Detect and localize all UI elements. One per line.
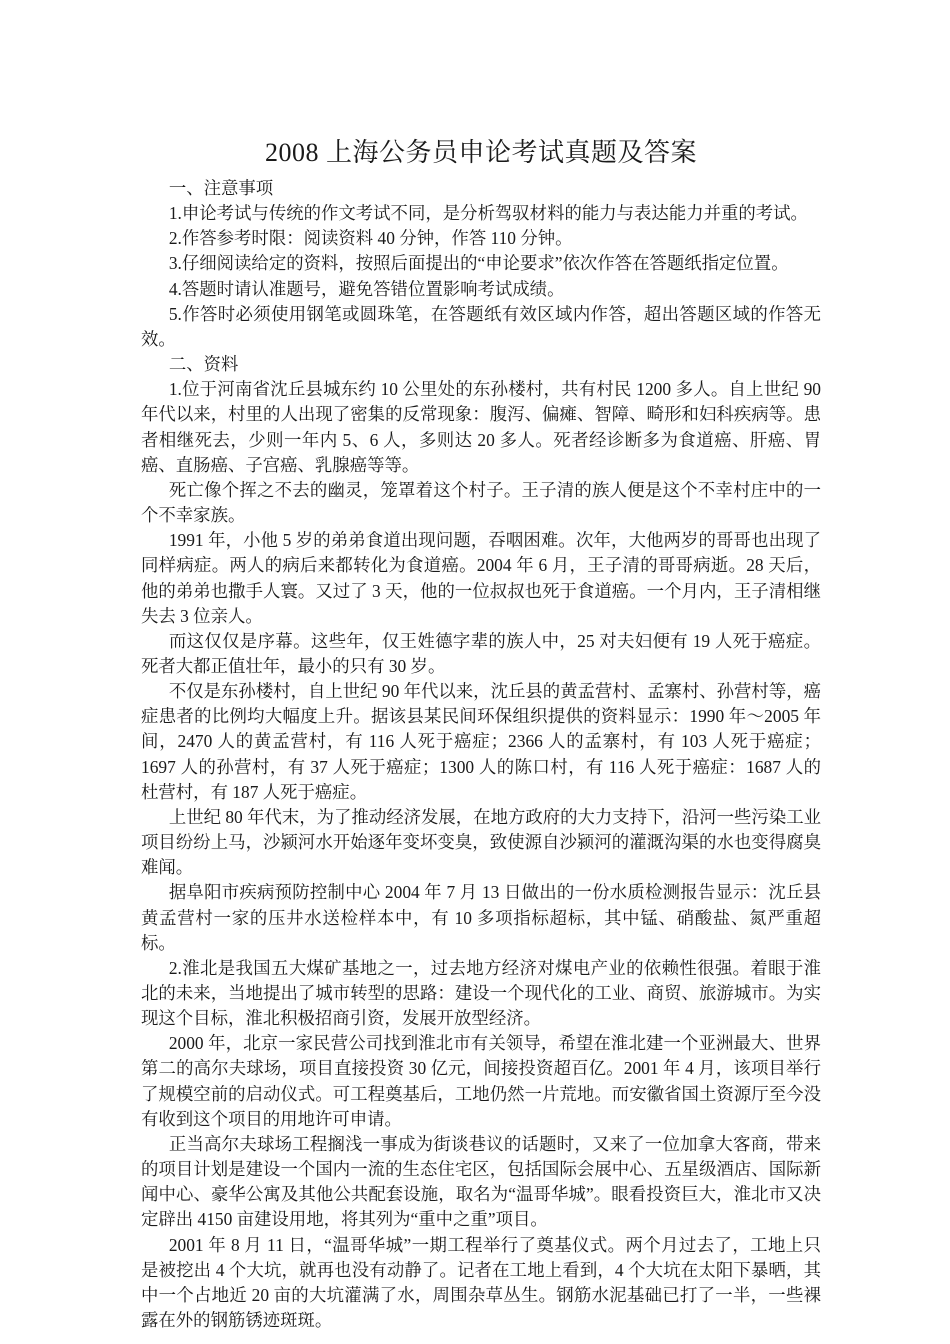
material-paragraph: 不仅是东孙楼村，自上世纪 90 年代以来，沈丘县的黄孟营村、孟寨村、孙营村等，癌症患者的比例均大幅度上升。据该县某民间环保组织提供的资料显示：1990 年～2005 年间，2470 人的黄孟营村，有 116 人死于癌症；2366 人的孟寨村，有 103 人死于癌症；1697 人的孙营村，有 37 人死于癌症；1300 人的陈口村，有 116 人死于癌症：1687 人的杜营村，有 187 人死于癌症。 [141,681,821,802]
material-paragraph: 上世纪 80 年代末，为了推动经济发展，在地方政府的大力支持下，沿河一些污染工业项目纷纷上马，沙颍河水开始逐年变坏变臭，致使源自沙颍河的灌溉沟渠的水也变得腐臭难闻。 [141,806,821,878]
notice-item: 5.作答时必须使用钢笔或圆珠笔，在答题纸有效区域内作答，超出答题区域的作答无效。 [141,303,821,349]
document-body [141,176,821,1333]
notice-item: 2.作答参考时限：阅读资料 40 分钟，作答 110 分钟。 [168,228,573,249]
material-paragraph: 正当高尔夫球场工程搁浅一事成为街谈巷议的话题时，又来了一位加拿大客商，带来的项目计划是建设一个国内一流的生态住宅区，包括国际会展中心、五星级酒店、国际新闻中心、豪华公寓及其他公共配套设施，取名为“温哥华城”。眼看投资巨大，淮北市又决定辟出 4150 亩建设用地，将其列为“重中之重”项目。 [141,1133,821,1230]
notice-heading: 一、注意事项 [168,178,274,198]
material-paragraph: 2000 年，北京一家民营公司找到淮北市有关领导，希望在淮北建一个亚洲最大、世界第二的高尔夫球场，项目直接投资 30 亿元，间接投资超百亿。2001 年 4 月，该项目举行了规模空前的启动仪式。可工程奠基后，工地仍然一片荒地。而安徽省国土资源厅至今没有收到这个项目的用地许可申请。 [141,1033,821,1129]
material-paragraph: 据阜阳市疾病预防控制中心 2004 年 7 月 13 日做出的一份水质检测报告显示：沈丘县黄孟营村一家的压井水送检样本中，有 10 多项指标超标，其中锰、硝酸盐、氮严重超标。 [141,882,821,953]
notice-item: 3.仔细阅读给定的资料，按照后面提出的“申论要求”依次作答在答题纸指定位置。 [168,253,789,274]
material-paragraph: 2.淮北是我国五大煤矿基地之一，过去地方经济对煤电产业的依赖性很强。着眼于淮北的未来，当地提出了城市转型的思路：建设一个现代化的工业、商贸、旅游城市。为实现这个目标，淮北积极招商引资，发展开放型经济。 [141,957,821,1029]
page-title: 2008 上海公务员申论考试真题及答案 [264,138,697,167]
notice-item: 4.答题时请认准题号，避免答错位置影响考试成绩。 [168,278,565,299]
material-paragraph: 2001 年 8 月 11 日，“温哥华城”一期工程举行了奠基仪式。两个月过去了，工地上只是被挖出 4 个大坑，就再也没有动静了。记者在工地上看到，4 个大坑在太阳下暴晒，其中一个占地近 20 亩的大坑灌满了水，周围杂草丛生。钢筋水泥基础已打了一半，一些裸露在外的钢筋锈迹斑斑。 [141,1234,821,1331]
notice-item: 1.申论考试与传统的作文考试不同，是分析驾驭材料的能力与表达能力并重的考试。 [168,203,808,224]
material-paragraph: 死亡像个挥之不去的幽灵，笼罩着这个村子。王子清的族人便是这个不幸村庄中的一个不幸家族。 [141,479,821,526]
materials-heading: 二、资料 [168,354,239,375]
material-paragraph: 1991 年，小他 5 岁的弟弟食道出现问题，吞咽困难。次年，大他两岁的哥哥也出现了同样病症。两人的病后来都转化为食道癌。2004 年 6 月，王子清的哥哥病逝。28 天后，他的弟弟也撒手人寰。又过了 3 天，他的一位叔叔也死于食道癌。一个月内，王子清相继失去 3 位亲人。 [141,530,821,626]
material-paragraph: 而这仅仅是序幕。这些年，仅王姓德字辈的族人中，25 对夫妇便有 19 人死于癌症。死者大都正值壮年，最小的只有 30 岁。 [141,630,821,676]
material-paragraph: 1.位于河南省沈丘县城东约 10 公里处的东孙楼村，共有村民 1200 多人。自上世纪 90 年代以来，村里的人出现了密集的反常现象：腹泻、偏瘫、智障、畸形和妇科疾病等。患者相继死去，少则一年内 5、6 人，多则达 20 多人。死者经诊断多为食道癌、肝癌、胃癌、直肠癌、子宫癌、乳腺癌等等。 [141,379,821,475]
